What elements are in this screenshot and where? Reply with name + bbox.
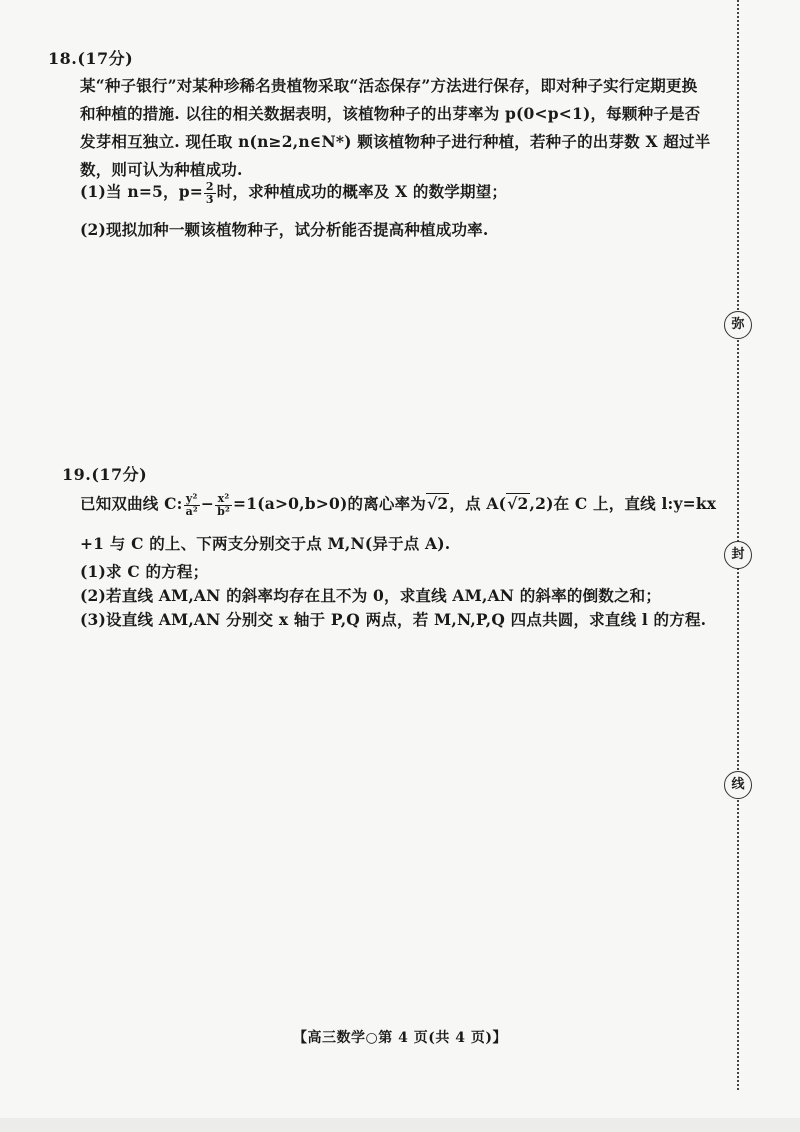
q18-part-1 — [80, 180, 507, 206]
question-18-number: 18.(17分) — [48, 49, 134, 68]
fraction-numerator: y² — [184, 493, 200, 506]
fraction-y2-a2 — [184, 493, 200, 518]
fraction-numerator: 2 — [205, 179, 214, 193]
page-footer: 【高三数学○第 4 页(共 4 页)】 — [293, 1030, 507, 1046]
q19-line-1-end: ,2)在 C 上，直线 l:y=kx — [529, 494, 717, 513]
q18-line-2: 和种植的措施. 以往的相关数据表明，该植物种子的出芽率为 p(0<p<1)，每颗种子是否 — [80, 104, 701, 123]
q19-part-3: (3)设直线 AM,AN 分别交 x 轴于 P,Q 两点，若 M,N,P,Q 四点共圆，求直线 l 的方程. — [80, 610, 707, 629]
q18-line-3: 发芽相互独立. 现任取 n(n≥2,n∈N*) 颗该植物种子进行种植，若种子的出芽数 X 超过半 — [80, 132, 711, 151]
q19-line-1-eq: =1(a>0,b>0)的离心率为 — [233, 494, 426, 513]
q18-line-1: 某“种子银行”对某种珍稀名贵植物采取“活态保存”方法进行保存，即对种子实行定期更换 — [80, 76, 698, 95]
fraction-numerator: x² — [215, 493, 232, 506]
q19-line-1-point: ，点 A( — [449, 494, 507, 513]
q19-part-1: (1)求 C 的方程； — [80, 562, 209, 581]
sqrt-two: √2 — [507, 494, 529, 513]
fraction-denominator: b² — [217, 504, 231, 518]
fraction-two-thirds — [204, 181, 216, 206]
q19-line-1 — [80, 492, 716, 518]
seal-mark-mi: 弥 — [724, 311, 752, 339]
fraction-denominator: 3 — [205, 192, 214, 206]
scan-bottom-edge — [0, 1118, 800, 1132]
seal-mark-feng: 封 — [724, 541, 752, 569]
fraction-denominator: a² — [185, 504, 198, 518]
q19-part-2: (2)若直线 AM,AN 的斜率均存在且不为 0，求直线 AM,AN 的斜率的倒数之和； — [80, 586, 662, 605]
q19-line-2: +1 与 C 的上、下两支分别交于点 M,N(异于点 A). — [80, 534, 451, 553]
q18-part-1-prefix: (1)当 n=5，p= — [80, 182, 203, 201]
q18-part-2: (2)现拟加种一颗该植物种子，试分析能否提高种植成功率. — [80, 220, 489, 239]
q18-part-1-suffix: 时，求种植成功的概率及 X 的数学期望； — [216, 182, 508, 201]
question-19-number: 19.(17分) — [62, 465, 148, 484]
q19-line-1-start: 已知双曲线 C: — [80, 494, 183, 513]
q18-line-4: 数，则可认为种植成功. — [80, 160, 243, 179]
seal-mark-xian: 线 — [724, 771, 752, 799]
fraction-x2-b2 — [215, 493, 232, 518]
sqrt-two: √2 — [427, 494, 449, 513]
minus-sign: − — [200, 494, 215, 513]
